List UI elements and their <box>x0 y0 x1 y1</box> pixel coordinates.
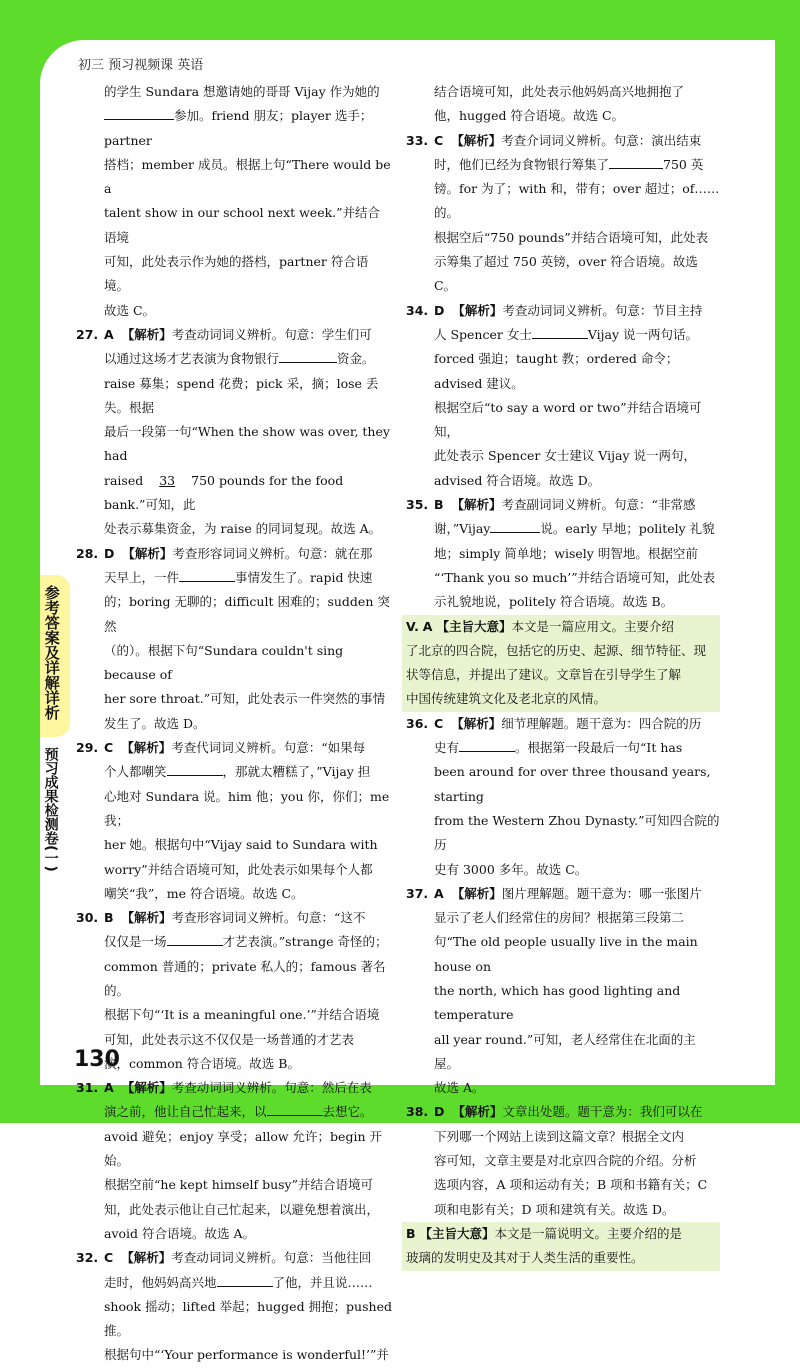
question-number: 34. <box>406 302 429 318</box>
main-idea-tag: 【主旨大意】 <box>419 1225 495 1241</box>
answer-blank <box>267 1101 323 1116</box>
analysis-tag: 【解析】 <box>121 1250 172 1266</box>
answer-letter: A <box>434 885 444 901</box>
page-number: 130 <box>74 1047 120 1072</box>
question-number: 30. <box>76 910 99 926</box>
answer-blank <box>532 324 588 339</box>
question-number: 36. <box>406 715 429 731</box>
side-tab-title: 参考答案及详解详析 <box>42 585 61 720</box>
answer-blank <box>167 761 223 776</box>
answer-item: 33. C 【解析】考查介词词义辨析。句意：演出结束 时，他们已经为食物银行筹集了 750 英 镑。for 为了；with 和，带有；over 超过；of……的。 根据空后“750 pounds”并结合语境可知，此处表 示筹集了超过 750 英镑，over 符合语境。故选 C。 <box>406 129 720 299</box>
answer-letter: B <box>434 497 444 513</box>
question-number: 28. <box>76 545 99 561</box>
analysis-tag: 【解析】 <box>121 326 172 342</box>
answer-letter: A <box>104 326 114 342</box>
left-column <box>76 80 392 1368</box>
answer-item: 37. A 【解析】图片理解题。题干意为：哪一张图片 显示了老人们经常住的房间？根据第三段第二 句“The old people usually live in the main house on the north, which has good lighting and temperature all year round.”可知，老人经常住在北面的主屋。 故选 A。 <box>406 882 720 1101</box>
question-number: 29. <box>76 740 99 756</box>
question-number: 37. <box>406 885 429 901</box>
answer-item: 27. A 【解析】考查动词词义辨析。句意：学生们可 以通过这场才艺表演为食物银行 资金。 raise 募集；spend 花费；pick 采，摘；lose 丢失。根据 最后一段第一句“When the show was over, they had raised 33 750 pounds for the food bank.”可知，此 处表示募集资金，为 raise 的同词复现。故选 A。 <box>76 323 392 542</box>
blank-number: 33 <box>159 472 176 488</box>
answer-blank <box>104 105 174 120</box>
answer-letter: D <box>434 1104 445 1120</box>
analysis-tag: 【解析】 <box>121 740 172 756</box>
main-idea-tag: 【主旨大意】 <box>436 618 512 634</box>
main-idea-section-v: V. A 【主旨大意】本文是一篇应用文。主要介绍 了北京的四合院，包括它的历史、起源、细节特征、现 状等信息，并提出了建议。文章旨在引导学生了解 中国传统建筑文化及老北京的风情。 <box>402 615 720 712</box>
page-header: 初三 预习视频课 英语 <box>78 58 204 73</box>
analysis-tag: 【解析】 <box>451 497 502 513</box>
question-number: 32. <box>76 1250 99 1266</box>
answer-letter: C <box>434 132 444 148</box>
answer-item: 32. C 【解析】考查动词词义辨析。句意：当他往回 走时，他妈妈高兴地 了他，并且说…… shook 摇动；lifted 举起；hugged 拥抱；pushed 推。 根据句中“‘Your performance is wonderful!’”并 <box>76 1246 392 1367</box>
analysis-tag: 【解析】 <box>122 545 173 561</box>
analysis-tag: 【解析】 <box>451 715 502 731</box>
answer-blank <box>167 931 223 946</box>
answer-letter: C <box>104 740 114 756</box>
main-idea-section-b: B 【主旨大意】本文是一篇说明文。主要介绍的是 玻璃的发明史及其对于人类生活的重要性。 <box>402 1222 720 1271</box>
answer-blank <box>459 737 515 752</box>
continued-explanation: 结合语境可知，此处表示他妈妈高兴地拥抱了 他，hugged 符合语境。故选 C。 <box>434 84 685 124</box>
answer-blank <box>279 348 337 363</box>
answer-letter: B <box>104 910 114 926</box>
question-number: 33. <box>406 132 429 148</box>
answer-item: 38. D 【解析】文章出处题。题干意为：我们可以在 下列哪一个网站上读到这篇文章？根据全文内 容可知，文章主要是对北京四合院的介绍。分析 选项内容，A 项和运动有关；B 项和书籍有关；C 项和电影有关；D 项和建筑有关。故选 D。 <box>406 1100 720 1221</box>
section-label: V. <box>406 618 419 634</box>
answer-letter: C <box>104 1250 114 1266</box>
side-tab-subtitle: 预习成果检测卷(一) <box>42 747 59 872</box>
answer-blank <box>217 1272 273 1287</box>
answer-letter: C <box>434 715 444 731</box>
analysis-tag: 【解析】 <box>121 910 172 926</box>
answer-item: 29. C 【解析】考查代词词义辨析。句意：“如果每 个人都嘲笑 ，那就太糟糕了，”Vijay 担 心地对 Sundara 说。him 他；you 你，你们；me 我； her 她。根据句中“Vijay said to Sundara with worry”并结合语境可知，此处表示如果每个人都 嘲笑“我”，me 符合语境。故选 C。 <box>76 736 392 906</box>
answer-letter: B <box>406 1225 416 1241</box>
answer-blank <box>179 567 235 582</box>
answer-item: 36. C 【解析】细节理解题。题干意为：四合院的历 史有 。根据第一段最后一句“It has been around for over three thousand years, starting from the Western Zhou Dynasty.”可知四合院的历 史有 3000 多年。故选 C。 <box>406 712 720 882</box>
analysis-tag: 【解析】 <box>451 885 502 901</box>
question-number: 31. <box>76 1080 99 1096</box>
answer-letter: A <box>422 618 433 634</box>
answer-item: 34. D 【解析】考查动词词义辨析。句意：节目主持 人 Spencer 女士 Vijay 说一两句话。 forced 强迫；taught 教；ordered 命令；advised 建议。 根据空后“to say a word or two”并结合语境可知， 此处表示 Spencer 女士建议 Vijay 说一两句， advised 符合语境。故选 D。 <box>406 299 720 493</box>
answer-letter: D <box>104 545 115 561</box>
answer-blank <box>490 518 540 533</box>
answer-item: 28. D 【解析】考查形容词词义辨析。句意：就在那 天早上，一件 事情发生了。rapid 快速 的；boring 无聊的；difficult 困难的；sudden 突然 （的）。根据下句“Sundara couldn't sing because of her sore throat.”可知，此处表示一件突然的事情 发生了。故选 D。 <box>76 542 392 736</box>
answer-item: 35. B 【解析】考查副词词义辨析。句意：“非常感 谢，”Vijay 说。early 早地；politely 礼貌 地；simply 简单地；wisely 明智地。根据空前 “‘Thank you so much’”并结合语境可知，此处表 示礼貌地说，politely 符合语境。故选 B。 <box>406 493 720 614</box>
question-number: 35. <box>406 497 429 513</box>
analysis-tag: 【解析】 <box>452 302 503 318</box>
answer-letter: D <box>434 302 445 318</box>
right-column <box>406 80 720 1271</box>
question-number: 27. <box>76 326 99 342</box>
question-number: 38. <box>406 1104 429 1120</box>
analysis-tag: 【解析】 <box>451 132 502 148</box>
answer-item: 30. B 【解析】考查形容词词义辨析。句意：“这不 仅仅是一场 才艺表演。”strange 奇怪的； common 普通的；private 私人的；famous 著名的。 根据下句“‘It is a meaningful one.’”并结合语境 可知，此处表示这不仅仅是一场普通的才艺表 演，common 符合语境。故选 B。 <box>76 906 392 1076</box>
answer-letter: A <box>104 1080 114 1096</box>
answer-blank <box>609 154 663 169</box>
analysis-tag: 【解析】 <box>452 1104 503 1120</box>
answer-item: 31. A 【解析】考查动词词义辨析。句意：然后在表 演之前，他让自己忙起来，以 去想它。 avoid 避免；enjoy 享受；allow 允许；begin 开始。 根据空前“he kept himself busy”并结合语境可 知，此处表示他让自己忙起来，以避免想着演出， avoid 符合语境。故选 A。 <box>76 1076 392 1246</box>
analysis-tag: 【解析】 <box>121 1080 172 1096</box>
continued-explanation: 的学生 Sundara 想邀请她的哥哥 Vijay 作为她的 参加。friend 朋友；player 选手；partner 搭档；member 成员。根据上句“There would be a talent show in our school next week.”并结合语境 可知，此处表示作为她的搭档，partner 符合语境。 故选 C。 <box>104 84 391 318</box>
